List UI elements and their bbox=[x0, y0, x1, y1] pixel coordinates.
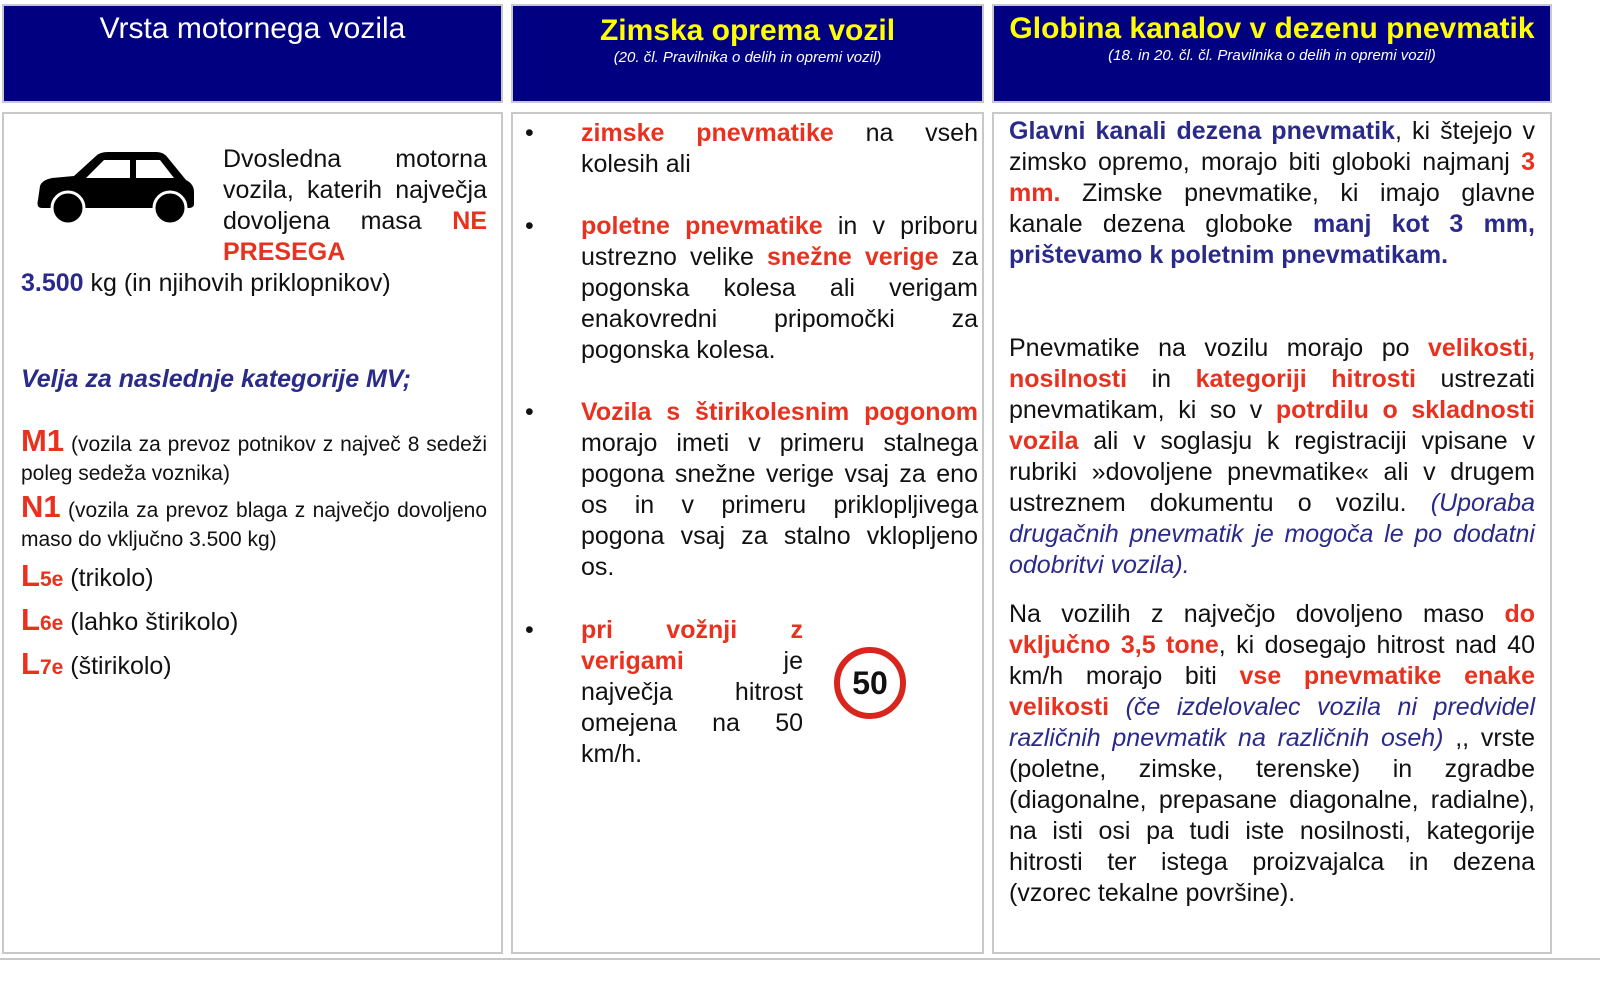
bullet-rest: morajo imeti v primeru stalnega pogona snežne verige vsaj za eno os in v primeru priklopljivega pogona vsaj za stalno vklopljeno os. bbox=[581, 429, 978, 581]
category-text: (vozila za prevoz potnikov z največ 8 sedeži poleg sedeža voznika) bbox=[21, 433, 487, 485]
para-text: , ki štejejo v zimsko opremo, morajo biti globoki najmanj bbox=[1009, 117, 1535, 176]
bottom-divider bbox=[0, 958, 1600, 960]
para-highlight: 3 mm. bbox=[1009, 148, 1535, 207]
category-text: (trikolo) bbox=[63, 564, 154, 592]
bullet-marker: • bbox=[525, 398, 534, 426]
category-list bbox=[21, 423, 487, 690]
para-text: Pnevmatike na vozilu morajo po bbox=[1009, 334, 1428, 362]
paragraph-tyre-conformity bbox=[1009, 333, 1535, 581]
header-title: Zimska oprema vozil bbox=[599, 14, 896, 47]
category-text: (lahko štirikolo) bbox=[63, 608, 239, 636]
para-text: ustrezati pnevmatikam, ki so v bbox=[1009, 365, 1535, 424]
category-l5e bbox=[21, 558, 487, 598]
cell-winter-equipment bbox=[511, 112, 984, 954]
bullet-highlight: poletne pnevmatike bbox=[581, 212, 823, 240]
bullet-text bbox=[581, 397, 978, 583]
header-winter-equipment bbox=[511, 4, 984, 103]
para-text: Zimske pnevmatike, ki imajo glavne kanale dezena globoke bbox=[1009, 179, 1535, 238]
category-l7e bbox=[21, 646, 487, 686]
category-code: L bbox=[21, 646, 40, 681]
category-sub: 5e bbox=[39, 568, 64, 591]
speed-limit-sign-icon bbox=[833, 646, 907, 720]
bullet-highlight: snežne verige bbox=[766, 243, 939, 271]
categories-heading: Velja za naslednje kategorije MV; bbox=[21, 365, 411, 393]
category-sub: 7e bbox=[39, 656, 64, 679]
bullet-marker: • bbox=[525, 616, 534, 644]
category-code: L bbox=[21, 558, 40, 593]
para-highlight: manj kot 3 mm, prištevamo k poletnim pnevmatikam. bbox=[1009, 210, 1535, 269]
cell-tread-depth bbox=[992, 112, 1552, 954]
para-highlight: Glavni kanali dezena pnevmatik bbox=[1009, 117, 1395, 145]
para-text: ,, vrste (poletne, zimske, terenske) in zgradbe (diagonalne, prepasane diagonalne, radialne), na isti osi pa tudi iste nosilnosti, kategorije hitrosti ter istega proizvajalca in dezena (vzorec tekalne površine). bbox=[1009, 724, 1535, 907]
bullet-text bbox=[581, 211, 978, 366]
paragraph-tread-depth bbox=[1009, 116, 1535, 271]
bullet-marker: • bbox=[525, 212, 534, 240]
category-code: L bbox=[21, 602, 40, 637]
cell-vehicle-type bbox=[2, 112, 503, 954]
para-highlight: potrdilu o skladnosti vozila bbox=[1009, 396, 1535, 455]
header-vehicle-type bbox=[2, 4, 503, 103]
para-italic: (če izdelovalec vozila ni predvidel različnih pnevmatik na različnih oseh) bbox=[1009, 693, 1535, 752]
category-sub: 6e bbox=[39, 612, 64, 635]
intro-mass-value: 3.500 bbox=[21, 269, 84, 297]
category-code: N1 bbox=[21, 489, 61, 524]
para-text: Na vozilih z največjo dovoljeno maso bbox=[1009, 600, 1505, 628]
para-highlight: vse pnevmatike enake velikosti bbox=[1009, 662, 1535, 721]
bullet-rest: je največja hitrost omejena na 50 km/h. bbox=[581, 647, 803, 768]
para-highlight: velikosti, nosilnosti bbox=[1009, 334, 1535, 393]
header-title: Globina kanalov v dezenu pnevmatik bbox=[1009, 12, 1535, 45]
para-text: , ki dosegajo hitrost nad 40 km/h morajo biti bbox=[1009, 631, 1535, 690]
bullet-text bbox=[581, 615, 803, 770]
bullet-marker: • bbox=[525, 119, 534, 147]
intro-not-exceed: NE PRESEGA bbox=[223, 207, 487, 266]
para-text: ali v soglasju k registraciji vpisane v rubriki »dovoljene pnevmatike« ali v drugem ustreznem dokumentu o vozilu. bbox=[1009, 427, 1535, 517]
speed-limit-value: 50 bbox=[852, 665, 888, 701]
category-m1 bbox=[21, 423, 487, 488]
bullet-highlight: pri vožnji z verigami bbox=[581, 616, 803, 675]
para-italic: (Uporaba drugačnih pnevmatik je mogoča le po dodatni odobritvi vozila). bbox=[1009, 489, 1535, 579]
intro-text: Dvosledna motorna vozila, katerih največja dovoljena masa bbox=[223, 145, 487, 235]
bullet-highlight: zimske pnevmatike bbox=[581, 119, 834, 147]
header-tread-depth bbox=[992, 4, 1552, 103]
para-highlight: kategoriji hitrosti bbox=[1195, 365, 1416, 393]
para-highlight: do vključno 3,5 tone bbox=[1009, 600, 1535, 659]
category-code: M1 bbox=[21, 423, 65, 458]
para-text: in bbox=[1127, 365, 1196, 393]
bullet-rest: za pogonska kolesa ali verigam enakovredni pripomočki za pogonska kolesa. bbox=[581, 243, 978, 364]
header-subtitle: (20. čl. Pravilnika o delih in opremi vozil) bbox=[613, 49, 882, 66]
category-text: (vozila za prevoz blaga z največjo dovoljeno maso do vključno 3.500 kg) bbox=[21, 499, 487, 551]
bullet-rest: na vseh kolesih ali bbox=[581, 119, 978, 178]
bullet-mid: in v priboru ustrezno velike bbox=[581, 212, 978, 271]
category-text: (štirikolo) bbox=[63, 652, 172, 680]
bullet-text bbox=[581, 118, 978, 180]
vehicle-intro bbox=[21, 144, 487, 299]
bullet-highlight: Vozila s štirikolesnim pogonom bbox=[581, 398, 978, 426]
intro-mass-text: kg (in njihovih priklopnikov) bbox=[83, 269, 391, 297]
header-title: Vrsta motornega vozila bbox=[99, 12, 406, 45]
header-subtitle: (18. in 20. čl. čl. Pravilnika o delih in opremi vozil) bbox=[1108, 47, 1436, 64]
category-n1 bbox=[21, 489, 487, 554]
category-l6e bbox=[21, 602, 487, 642]
paragraph-same-size bbox=[1009, 599, 1535, 909]
